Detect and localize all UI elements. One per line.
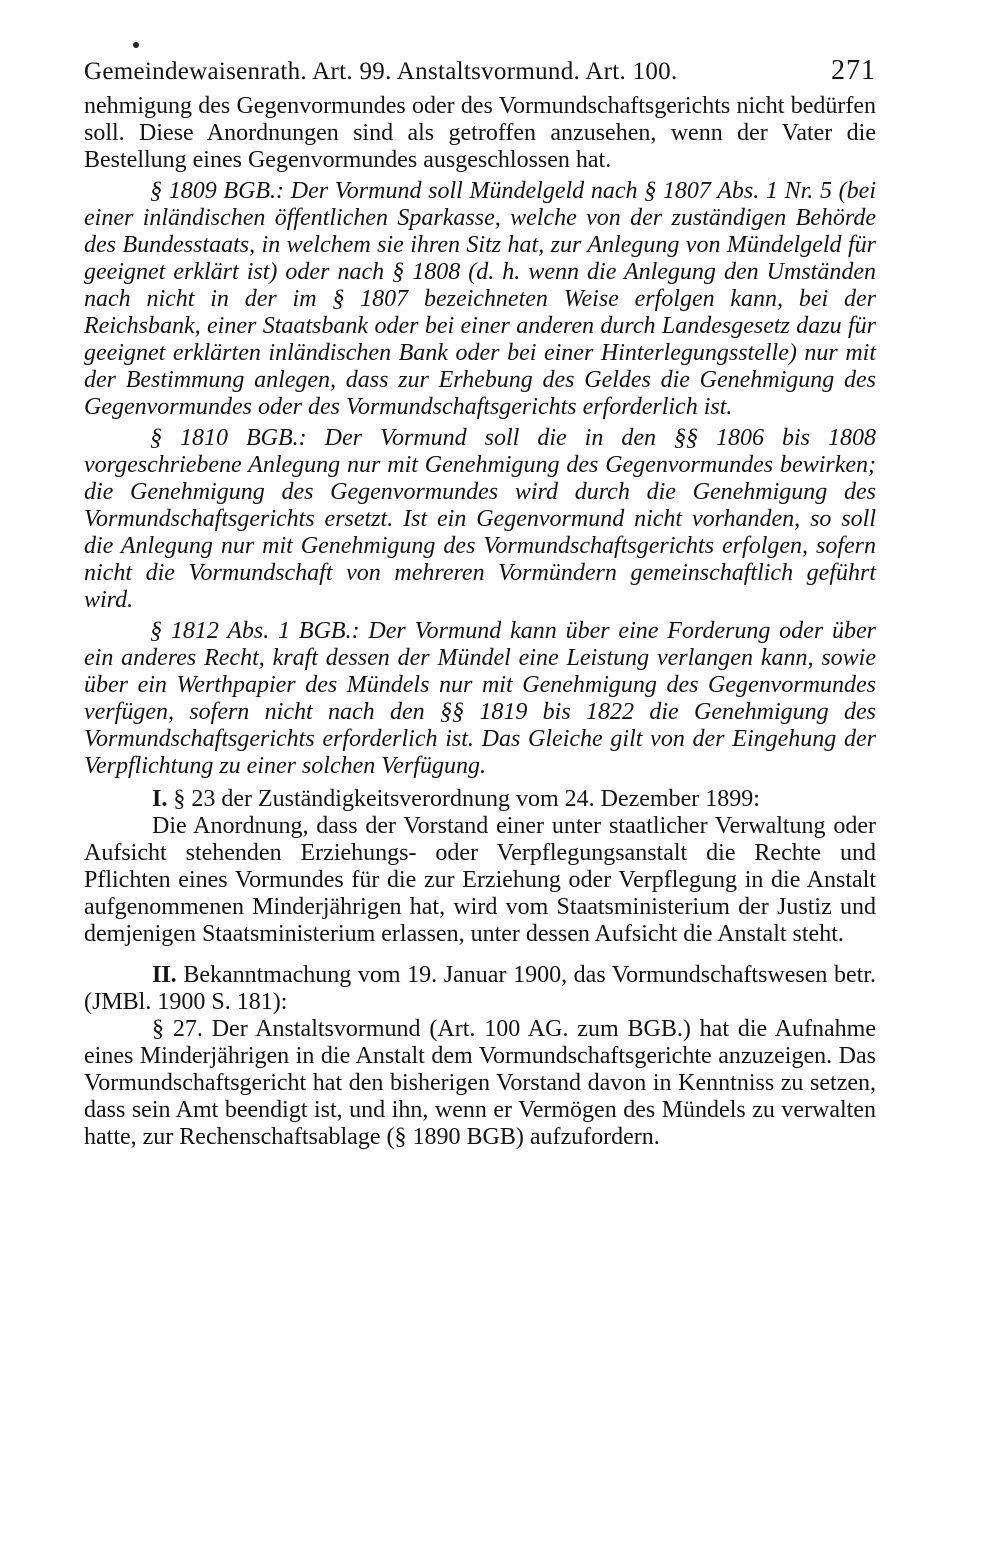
section-i-numeral: I.: [152, 786, 168, 812]
paragraph-section-27: § 27. Der Anstaltsvormund (Art. 100 AG. zum BGB.) hat die Aufnahme eines Minderjährigen in die Anstalt dem Vormundschaftsgerichte anzuzeigen. Das Vormundschaftsgericht hat den bisherigen Vorstand davon in Kenntniss zu setzen, dass sein Amt beendigt ist, und ihn, wenn er Vermögen des Mündels zu verwalten hatte, zur Rechenschaftsablage (§ 1890 BGB) aufzufordern.: [84, 1016, 876, 1150]
section-i-text: § 23 der Zuständigkeitsverordnung vom 24. Dezember 1899:: [173, 786, 760, 812]
page-number: 271: [831, 55, 876, 86]
paragraph-bgb-1812: § 1812 Abs. 1 BGB.: Der Vormund kann über eine Forderung oder über ein anderes Recht, kraft dessen der Mündel eine Leistung verlangen kann, sowie über ein Werthpapier des Mündels nur mit Genehmigung des Gegenvormundes verfügen, sofern nicht nach den §§ 1819 bis 1822 die Genehmigung des Vormundschaftsgerichts erforderlich ist. Das Gleiche gilt von der Eingehung der Verpflichtung zu einer solchen Verfügung.: [84, 618, 876, 779]
paragraph-continuation: nehmigung des Gegenvormundes oder des Vormundschaftsgerichts nicht bedürfen soll. Diese Anordnungen sind als getroffen anzusehen, wenn der Vater die Bestellung eines Gegenvormundes ausgeschlossen hat.: [84, 93, 876, 173]
section-ii-numeral: II.: [152, 962, 177, 988]
print-speck: [133, 42, 139, 48]
running-head-title: Gemeindewaisenrath. Art. 99. Anstaltsvormund. Art. 100.: [84, 58, 678, 85]
section-ii-text: Bekanntmachung vom 19. Januar 1900, das Vormundschaftswesen betr. (JMBl. 1900 S. 181):: [84, 962, 876, 1015]
paragraph-bgb-1810: § 1810 BGB.: Der Vormund soll die in den §§ 1806 bis 1808 vorgeschriebene Anlegung nur mit Genehmigung des Gegenvormundes bewirken; die Genehmigung des Gegenvormundes wird durch die Genehmigung des Vormundschaftsgerichts ersetzt. Ist ein Gegenvormund nicht vorhanden, so soll die Anlegung nur mit Genehmigung des Vormundschaftsgerichts erfolgen, sofern nicht die Vormundschaft von mehreren Vormündern gemeinschaftlich geführt wird.: [84, 425, 876, 613]
running-head: [84, 52, 876, 91]
book-page: [84, 52, 876, 1151]
paragraph-section-i-heading: [84, 786, 876, 813]
paragraph-section-ii-heading: [84, 962, 876, 1016]
paragraph-section-i-body: Die Anordnung, dass der Vorstand einer unter staatlicher Verwaltung oder Aufsicht stehenden Erziehungs- oder Verpflegungsanstalt die Rechte und Pflichten eines Vormundes für die zur Erziehung oder Verpflegung in die Anstalt aufgenommenen Minderjährigen hat, wird vom Staatsministerium der Justiz und demjenigen Staatsministerium erlassen, unter dessen Aufsicht die Anstalt steht.: [84, 813, 876, 947]
paragraph-bgb-1809: § 1809 BGB.: Der Vormund soll Mündelgeld nach § 1807 Abs. 1 Nr. 5 (bei einer inländischen öffentlichen Sparkasse, welche von der zuständigen Behörde des Bundesstaats, in welchem sie ihren Sitz hat, zur Anlegung von Mündelgeld für geeignet erklärt ist) oder nach § 1808 (d. h. wenn die Anlegung den Umständen nach nicht in der im § 1807 bezeichneten Weise erfolgen kann, bei der Reichsbank, einer Staatsbank oder bei einer anderen durch Landesgesetz dazu für geeignet erklärten inländischen Bank oder bei einer Hinterlegungsstelle) nur mit der Bestimmung anlegen, dass zur Erhebung des Geldes die Genehmigung des Gegenvormundes oder des Vormundschaftsgerichts erforderlich ist.: [84, 178, 876, 420]
